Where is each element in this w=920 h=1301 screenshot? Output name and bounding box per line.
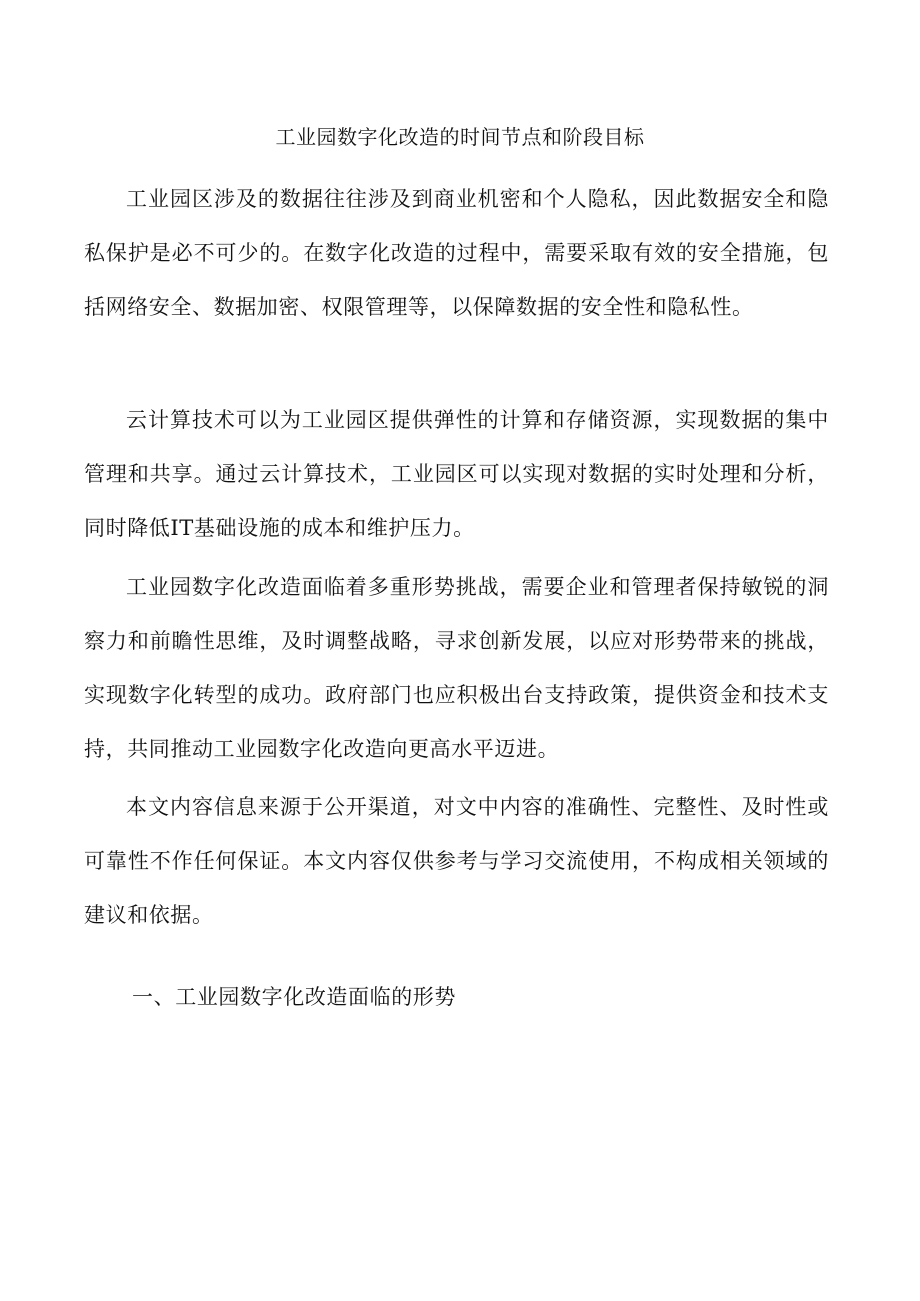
section-heading: 一、工业园数字化改造面临的形势 <box>132 985 456 1009</box>
paragraph-challenges: 工业园数字化改造面临着多重形势挑战，需要企业和管理者保持敏锐的洞察力和前瞻性思维，及时调整战略，寻求创新发展，以应对形势带来的挑战，实现数字化转型的成功。政府部门也应积极出台支持政策，提供资金和技术支持，共同推动工业园数字化改造向更高水平迈进。 <box>84 575 829 761</box>
paragraph-cloud-computing: 云计算技术可以为工业园区提供弹性的计算和存储资源，实现数据的集中管理和共享。通过云计算技术，工业园区可以实现对数据的实时处理和分析，同时降低IT基础设施的成本和维护压力。 <box>84 408 829 540</box>
paragraph-data-security: 工业园区涉及的数据往往涉及到商业机密和个人隐私，因此数据安全和隐私保护是必不可少的。在数字化改造的过程中，需要采取有效的安全措施，包括网络安全、数据加密、权限管理等，以保障数据的安全性和隐私性。 <box>84 187 829 319</box>
document-title: 工业园数字化改造的时间节点和阶段目标 <box>275 125 645 149</box>
paragraph-disclaimer: 本文内容信息来源于公开渠道，对文中内容的准确性、完整性、及时性或可靠性不作任何保证。本文内容仅供参考与学习交流使用，不构成相关领域的建议和依据。 <box>84 795 829 927</box>
